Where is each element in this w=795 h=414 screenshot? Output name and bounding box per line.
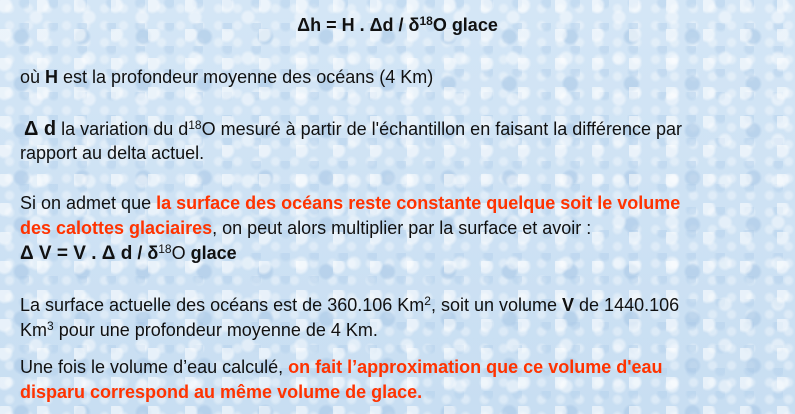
conclusion-line1 xyxy=(20,356,663,378)
formula-volume-right: O xyxy=(171,243,191,263)
definition-d-text1: la variation du d xyxy=(56,119,189,139)
definition-d-line2 xyxy=(20,142,204,164)
definition-d-line2-text: rapport au delta actuel. xyxy=(20,143,205,163)
surface-text3: de 1440.106 xyxy=(574,295,680,315)
surface-line2-b: pour une profondeur moyenne de 4 Km. xyxy=(53,320,378,340)
formula-height-left: Δh = H . Δd / δ xyxy=(297,15,420,35)
formula-height-right: O glace xyxy=(432,15,498,35)
formula-height-sup: 18 xyxy=(419,14,433,28)
assumption-highlight-2: des calottes glaciaires xyxy=(20,218,213,238)
definition-h xyxy=(20,66,433,88)
formula-volume-sup: 18 xyxy=(158,242,172,256)
surface-line2-a: Km xyxy=(20,320,47,340)
definition-d-sup: 18 xyxy=(188,118,202,132)
conclusion-highlight-1: on fait l’approximation que ce volume d'eau xyxy=(288,357,663,377)
formula-volume xyxy=(20,242,237,265)
definition-d-text2: O mesuré à partir de l'échantillon en faisant la différence par xyxy=(201,119,682,139)
surface-line2 xyxy=(20,319,378,341)
surface-sup2: 3 xyxy=(47,319,54,333)
surface-line1 xyxy=(20,294,679,316)
conclusion-highlight-2: disparu correspond au même volume de glace. xyxy=(20,382,423,402)
formula-height xyxy=(0,15,795,36)
definition-d-line1 xyxy=(24,118,682,140)
assumption-line2 xyxy=(20,217,591,239)
assumption-highlight-1: la surface des océans reste constante quelque soit le volume xyxy=(156,193,681,213)
conclusion-prefix: Une fois le volume d’eau calculé, xyxy=(20,357,289,377)
assumption-line1 xyxy=(20,192,680,214)
surface-text1: La surface actuelle des océans est de 360.106 Km xyxy=(20,295,425,315)
formula-volume-end: glace xyxy=(190,243,237,263)
variable-v: V xyxy=(562,295,575,315)
delta-d-symbol: Δ d xyxy=(24,118,57,140)
assumption-suffix: , on peut alors multiplier par la surface et avoir : xyxy=(212,218,592,238)
formula-volume-left: Δ V = V . Δ d xyxy=(20,243,133,264)
surface-text2: , soit un volume xyxy=(430,295,563,315)
definition-h-text: est la profondeur moyenne des océans (4 Km) xyxy=(58,67,434,87)
variable-h: H xyxy=(45,67,59,87)
surface-sup1: 2 xyxy=(424,294,431,308)
conclusion-line2 xyxy=(20,381,422,403)
formula-volume-mid: / δ xyxy=(132,243,159,263)
assumption-prefix: Si on admet que xyxy=(20,193,157,213)
definition-h-prefix: où xyxy=(20,67,46,87)
